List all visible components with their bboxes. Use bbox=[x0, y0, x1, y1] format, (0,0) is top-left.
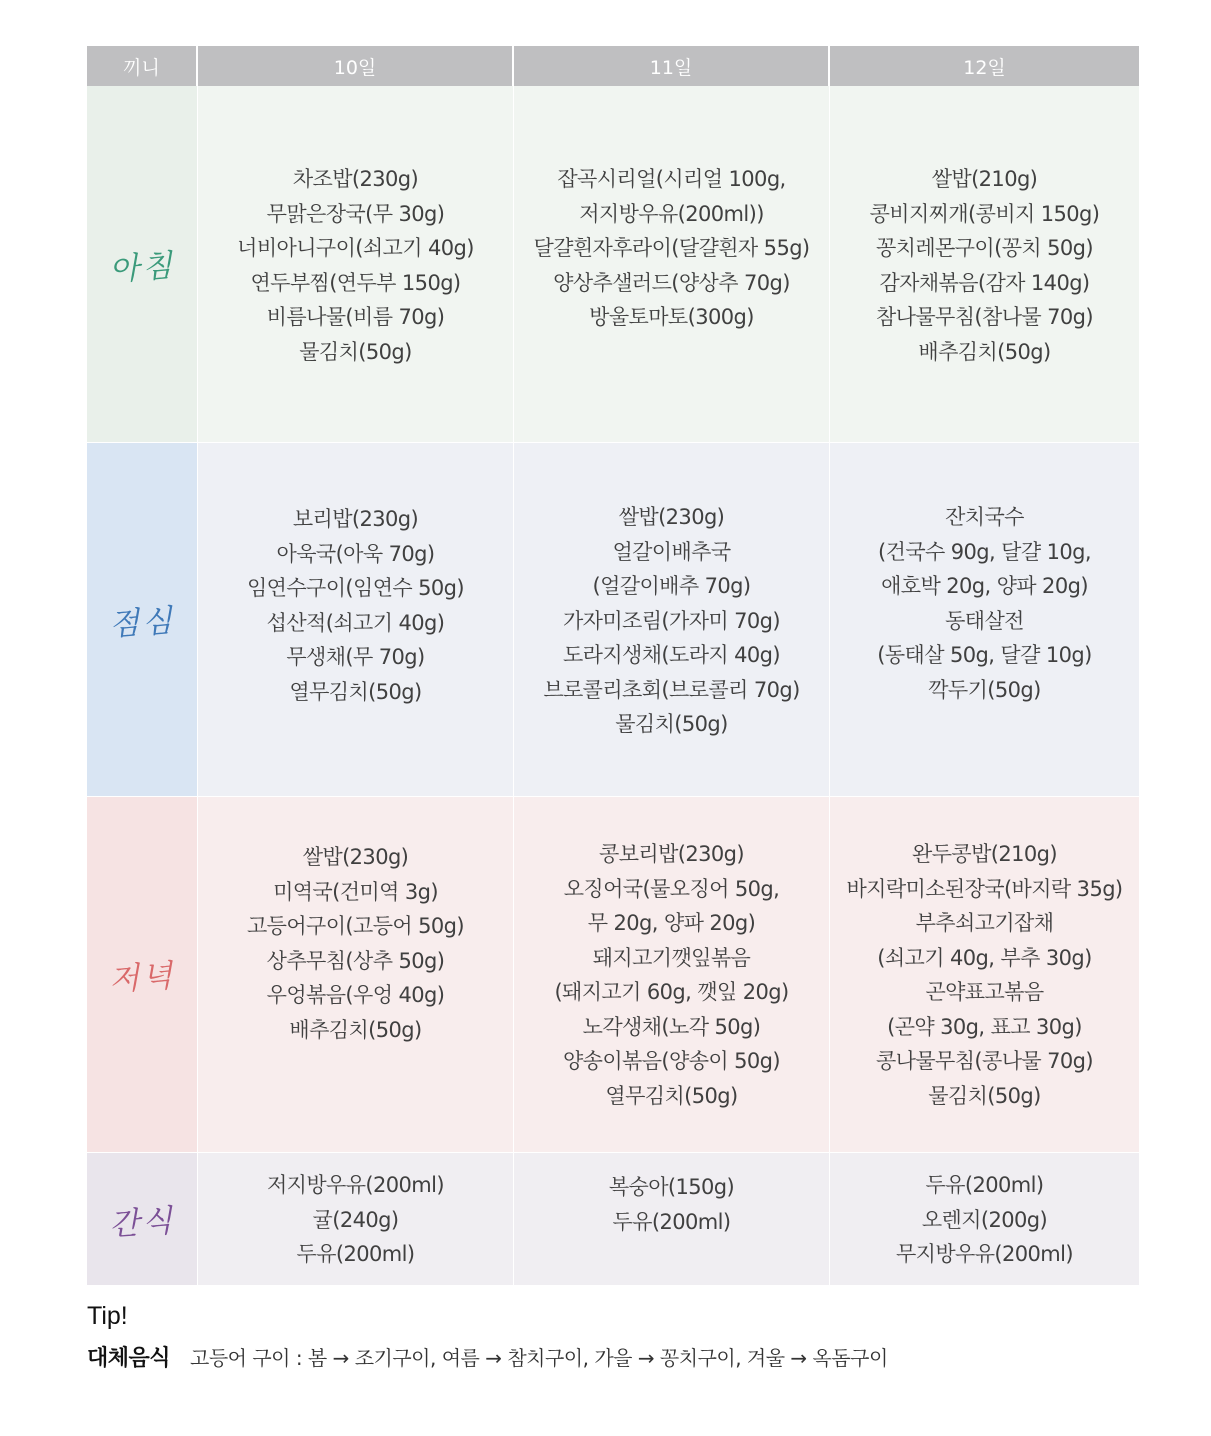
menu-item: 아욱국(아욱 70g) bbox=[276, 541, 435, 566]
alternative-food-label: 대체음식 bbox=[87, 1346, 171, 1371]
cell-dinner-11 bbox=[514, 797, 830, 1153]
menu-item: 쌀밥(230g) bbox=[618, 505, 725, 529]
cell-dinner-10 bbox=[198, 797, 514, 1153]
row-breakfast bbox=[87, 86, 1139, 443]
menu-item: 가자미조림(가자미 70g) bbox=[562, 608, 780, 633]
header-day-11: 11일 bbox=[514, 46, 830, 86]
menu-item: (동태살 50g, 달걀 10g) bbox=[877, 643, 1092, 667]
tip-title: Tip! bbox=[87, 1302, 128, 1330]
menu-item: 저지방우유(200ml)) bbox=[579, 201, 764, 226]
menu-item: 두유(200ml) bbox=[612, 1209, 731, 1234]
menu-item: 복숭아(150g) bbox=[608, 1175, 735, 1199]
menu-item: 무생채(무 70g) bbox=[286, 645, 425, 669]
menu-item: 열무김치(50g) bbox=[289, 679, 422, 704]
menu-item: 물김치(50g) bbox=[299, 339, 412, 364]
menu-item: 깍두기(50g) bbox=[928, 677, 1041, 702]
menu-item: 우엉볶음(우엉 40g) bbox=[266, 983, 445, 1007]
header-day-10: 10일 bbox=[198, 46, 514, 86]
cell-dinner-12 bbox=[830, 797, 1139, 1153]
menu-item: 쌀밥(210g) bbox=[931, 167, 1038, 191]
header-meal: 끼니 bbox=[87, 46, 198, 86]
cell-lunch-10 bbox=[198, 443, 514, 797]
table-header bbox=[87, 46, 1139, 86]
menu-item: 저지방우유(200ml) bbox=[267, 1173, 444, 1197]
meal-label-breakfast bbox=[87, 86, 198, 443]
menu-item: (곤약 30g, 표고 30g) bbox=[887, 1014, 1082, 1039]
menu-item: (쇠고기 40g, 부추 30g) bbox=[877, 945, 1092, 970]
menu-item: 고등어구이(고등어 50g) bbox=[246, 914, 464, 938]
menu-item: 돼지고기깻잎볶음 bbox=[592, 945, 751, 970]
cell-snack-12 bbox=[830, 1153, 1139, 1286]
menu-item: 바지락미소된장국(바지락 35g) bbox=[846, 876, 1123, 901]
menu-item: 연두부찜(연두부 150g) bbox=[250, 270, 461, 295]
meal-label-snack bbox=[87, 1153, 198, 1286]
menu-item: 콩보리밥(230g) bbox=[599, 842, 744, 866]
menu-item: 열무김치(50g) bbox=[605, 1083, 738, 1108]
menu-item: 무맑은장국(무 30g) bbox=[266, 201, 445, 226]
menu-item: 쌀밥(230g) bbox=[302, 845, 409, 869]
cell-breakfast-12 bbox=[830, 86, 1139, 443]
menu-item: 무 20g, 양파 20g) bbox=[587, 911, 756, 935]
menu-item: 도라지생채(도라지 40g) bbox=[562, 643, 780, 667]
cell-breakfast-10 bbox=[198, 86, 514, 443]
menu-item: 무지방우유(200ml) bbox=[896, 1242, 1073, 1266]
menu-item: 오렌지(200g) bbox=[921, 1207, 1048, 1232]
cell-lunch-11 bbox=[514, 443, 830, 797]
menu-item: 미역국(건미역 3g) bbox=[273, 879, 438, 904]
meal-label-dinner bbox=[87, 797, 198, 1153]
menu-item: 방울토마토(300g) bbox=[589, 305, 754, 329]
menu-item: 상추무침(상추 50g) bbox=[266, 948, 445, 973]
meal-label-text: 아침 bbox=[108, 247, 177, 288]
row-dinner bbox=[87, 797, 1139, 1153]
menu-item: 꽁치레몬구이(꽁치 50g) bbox=[875, 236, 1093, 260]
menu-item: (건국수 90g, 달걀 10g, bbox=[878, 539, 1091, 564]
meal-label-lunch bbox=[87, 443, 198, 797]
menu-item: 완두콩밥(210g) bbox=[912, 842, 1057, 866]
menu-item: 양상추샐러드(양상추 70g) bbox=[553, 270, 790, 295]
menu-item: 노각생채(노각 50g) bbox=[582, 1014, 761, 1039]
menu-item: 배추김치(50g) bbox=[918, 339, 1051, 364]
row-snack bbox=[87, 1153, 1139, 1286]
meal-plan-table bbox=[87, 46, 1139, 1286]
meal-label-text: 점심 bbox=[108, 602, 177, 644]
menu-item: 섭산적(쇠고기 40g) bbox=[266, 610, 445, 635]
menu-item: 물김치(50g) bbox=[928, 1083, 1041, 1108]
menu-item: 양송이볶음(양송이 50g) bbox=[562, 1049, 780, 1073]
menu-item: 차조밥(230g) bbox=[292, 167, 419, 191]
menu-item: 비름나물(비름 70g) bbox=[266, 305, 445, 329]
menu-item: 보리밥(230g) bbox=[292, 507, 419, 531]
menu-item: 달걀흰자후라이(달걀흰자 55g) bbox=[533, 236, 810, 260]
menu-item: 두유(200ml) bbox=[296, 1242, 415, 1266]
menu-item: 물김치(50g) bbox=[615, 712, 728, 736]
menu-item: 귤(240g) bbox=[312, 1207, 399, 1232]
menu-item: 잡곡시리얼(시리얼 100g, bbox=[557, 167, 786, 191]
meal-label-text: 저녁 bbox=[108, 957, 177, 999]
menu-item: 배추김치(50g) bbox=[289, 1017, 422, 1042]
menu-item: 콩비지찌개(콩비지 150g) bbox=[869, 201, 1100, 226]
menu-item: 두유(200ml) bbox=[925, 1173, 1044, 1197]
alternative-food-note bbox=[87, 1341, 888, 1372]
menu-item: 얼갈이배추국 bbox=[612, 539, 731, 564]
menu-item: 너비아니구이(쇠고기 40g) bbox=[237, 236, 474, 260]
menu-item: 브로콜리초회(브로콜리 70g) bbox=[543, 677, 800, 702]
menu-item: 콩나물무침(콩나물 70g) bbox=[875, 1049, 1093, 1073]
meal-label-text: 간식 bbox=[108, 1202, 177, 1243]
menu-item: 감자채볶음(감자 140g) bbox=[879, 270, 1090, 295]
cell-breakfast-11 bbox=[514, 86, 830, 443]
cell-lunch-12 bbox=[830, 443, 1139, 797]
menu-item: (얼갈이배추 70g) bbox=[592, 574, 751, 598]
menu-item: 오징어국(물오징어 50g, bbox=[563, 876, 780, 901]
menu-item: 부추쇠고기잡채 bbox=[915, 911, 1054, 935]
cell-snack-10 bbox=[198, 1153, 514, 1286]
cell-snack-11 bbox=[514, 1153, 830, 1286]
menu-item: 애호박 20g, 양파 20g) bbox=[881, 574, 1088, 598]
menu-item: 참나물무침(참나물 70g) bbox=[875, 305, 1093, 329]
menu-item: 곤약표고볶음 bbox=[925, 980, 1044, 1004]
alternative-food-text: 고등어 구이 : 봄 → 조기구이, 여름 → 참치구이, 가을 → 꽁치구이, 겨울 → 옥돔구이 bbox=[190, 1346, 888, 1370]
row-lunch bbox=[87, 443, 1139, 797]
header-day-12: 12일 bbox=[963, 56, 1006, 79]
menu-item: 동태살전 bbox=[945, 608, 1024, 633]
menu-item: 잔치국수 bbox=[945, 505, 1024, 529]
menu-item: 임연수구이(임연수 50g) bbox=[246, 576, 464, 600]
menu-item: (돼지고기 60g, 깻잎 20g) bbox=[554, 980, 789, 1004]
